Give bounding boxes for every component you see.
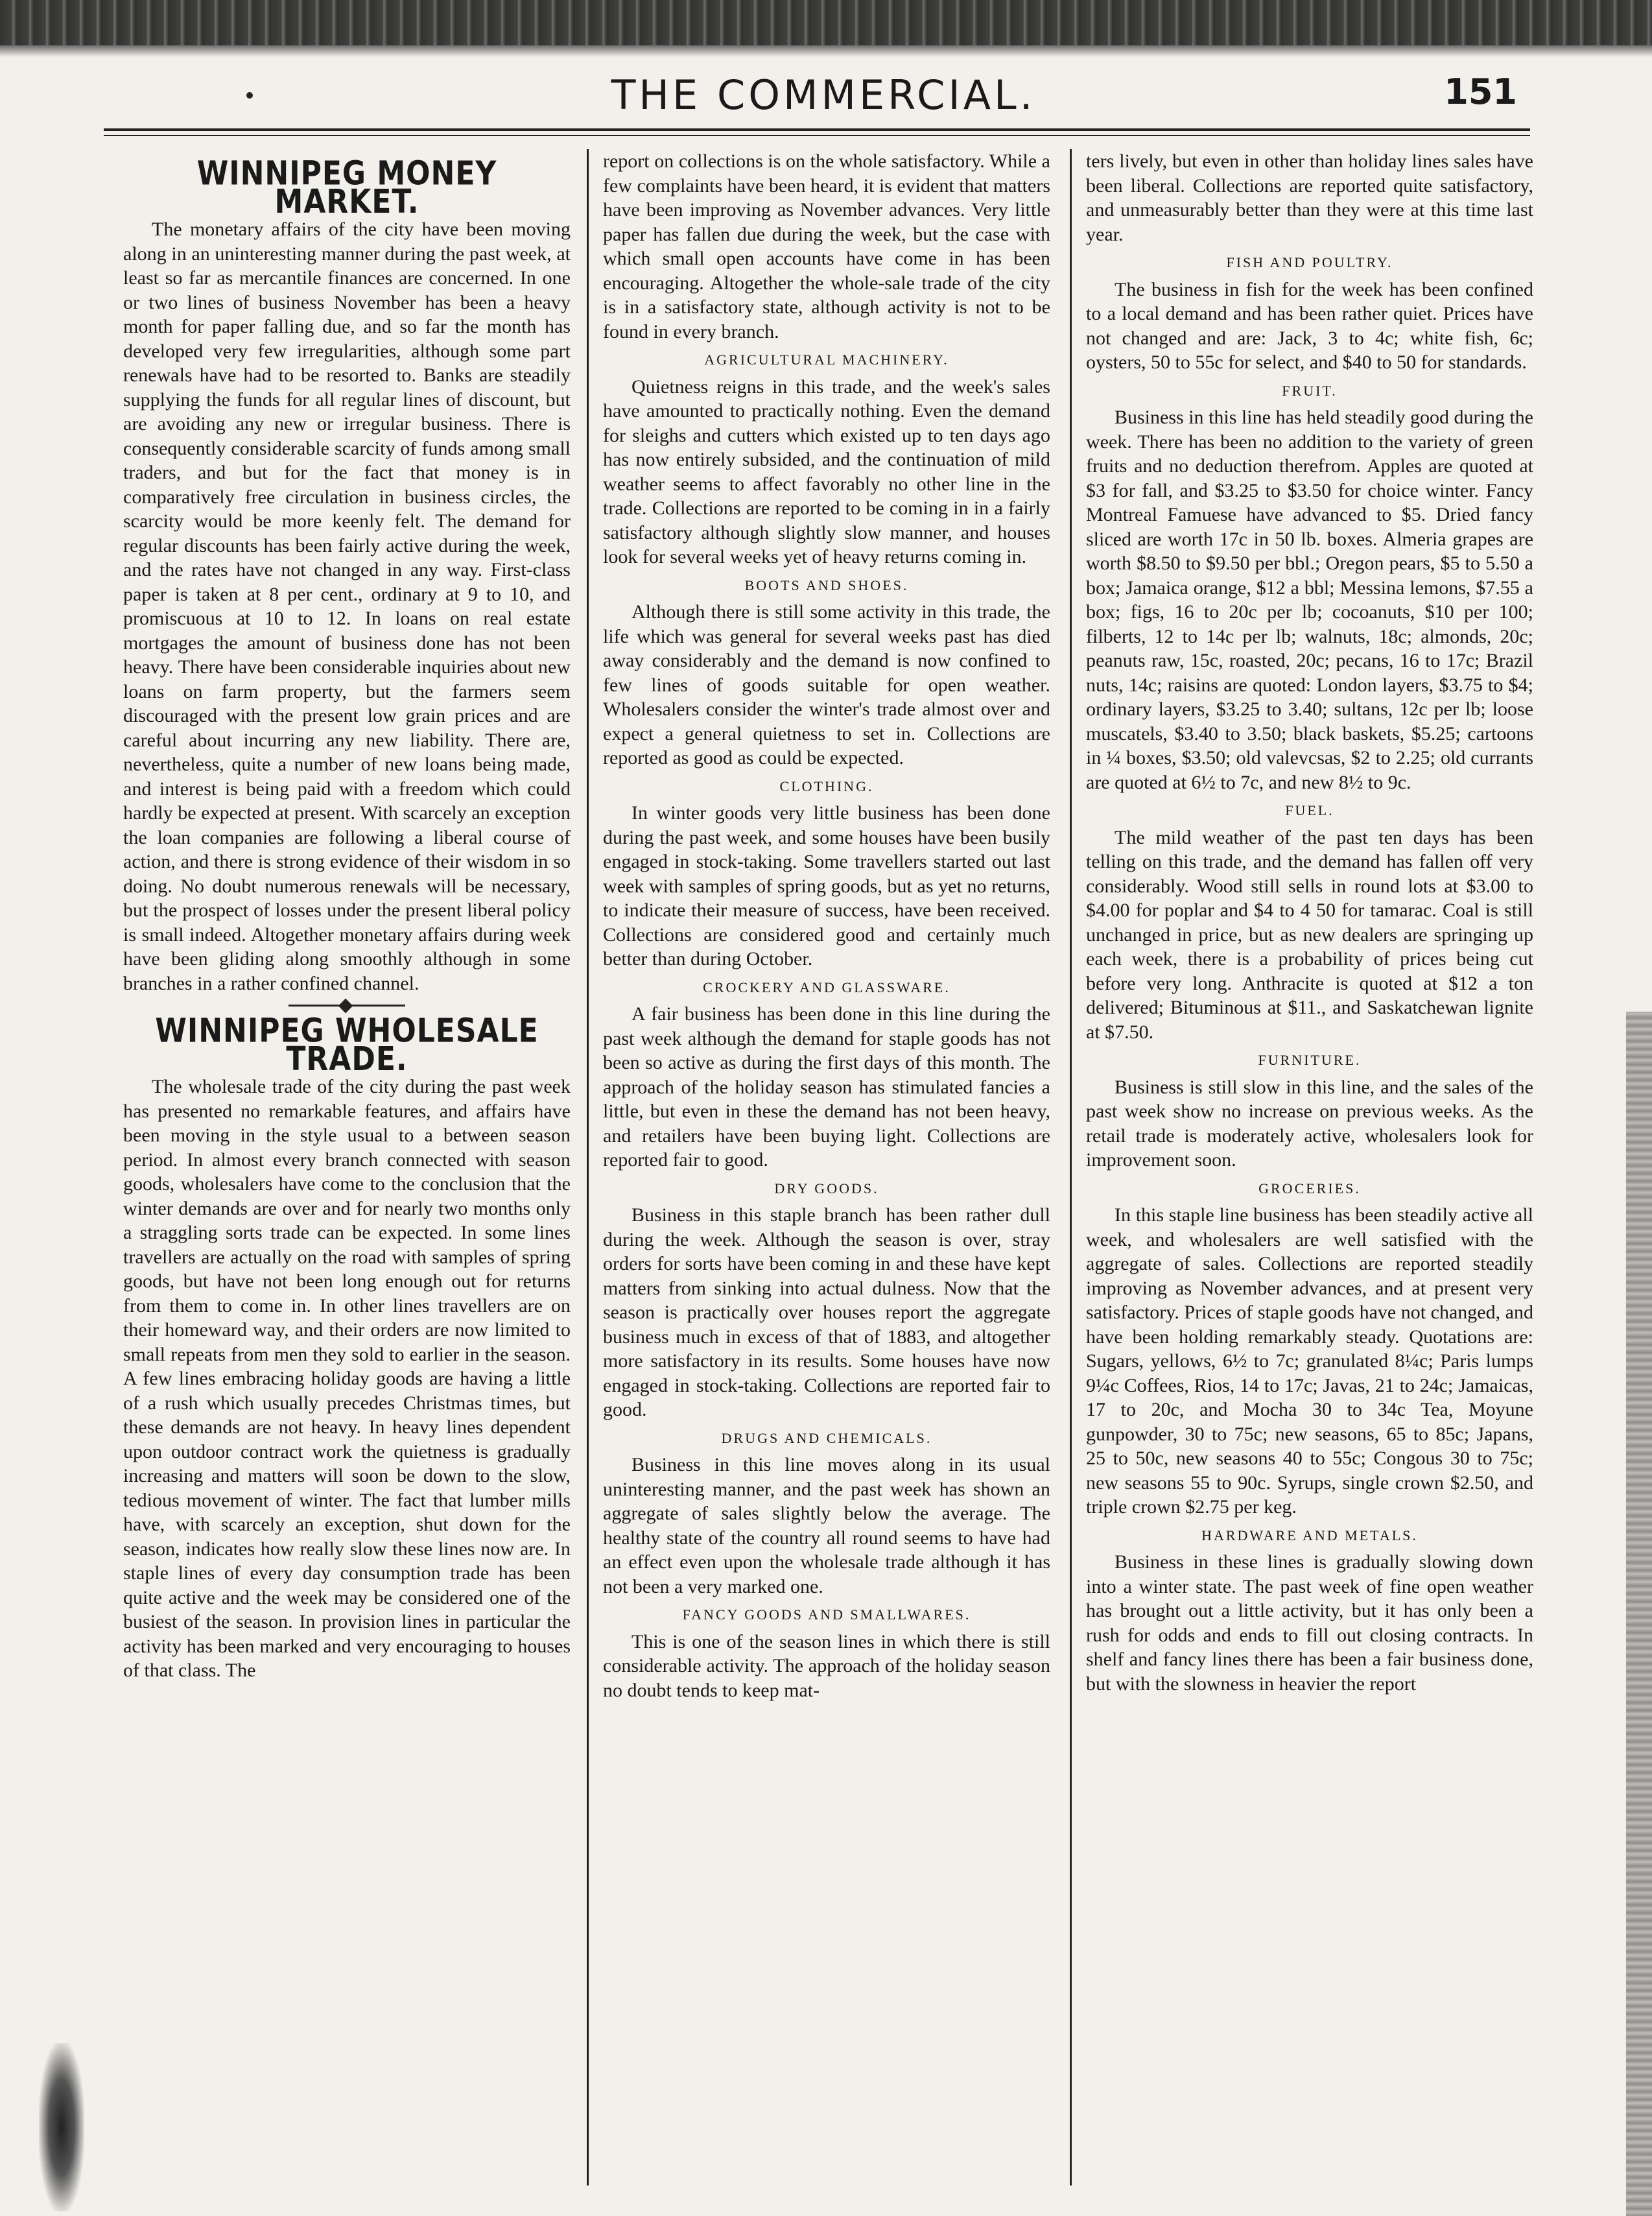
heading-groceries: GROCERIES. bbox=[1258, 1180, 1361, 1197]
paragraph-groceries: In this staple line business has been steadily active all week, and wholesalers are well satisfied with the aggregate of sales. Collections are reported steadily improving as November advances, and at present very satisfactory. Prices of staple goods have not changed, and have been holding remarkably steady. Quotations are: Sugars, yellows, 6½ to 7c; granulated 8¼c; Paris lumps 9¼c Coffees, Rios, 14 to 17c; Javas, 21 to 24c; Jamaicas, 17 to 20c, and Mocha 30 to 34c Tea, Moyune gunpowder, 30 to 75c; new seasons, 65 to 85c; Japans, 25 to 50c, new seasons 40 to 55c; Congous 30 to 75c; new seasons 55 to 90c. Syrups, single crown $2.50, and triple crown $2.75 per keg. bbox=[1086, 1204, 1533, 1518]
section-divider bbox=[289, 1005, 405, 1007]
header-rule-thin bbox=[104, 135, 1530, 136]
paragraph-fruit: Business in this line has held steadily good during the week. There has been no addition to the variety of green fruits and no deduction therefrom. Apples are quoted at $3 for fall, and $3.25 to $3.50 for choice winter. Fancy Montreal Famuese have advanced to $5. Dried fancy sliced are worth 17c in 50 lb. boxes. Almeria grapes are worth $8.50 to $9.50 per bbl.; Oregon pears, $5 to 5.50 a box; Jamaica orange, $12 a bbl; Messina lemons, $7.55 a box; figs, 16 to 20c per lb; cocoanuts, $10 per 100; filberts, 12 to 14c per lb; walnuts, 18c; almonds, 20c; peanuts raw, 15c, roasted, 20c; pecans, 16 to 17c; Brazil nuts, 14c; raisins are quoted: London layers, $3.75 to $4; ordinary layers, $3.25 to 3.40; sultans, 12c per lb; loose muscatels, $3.40 to 3.50; black baskets, $5.25; cartoons in ¼ boxes, $3.50; old valevcsas, $2 to 2.25; old currants are quoted at 6½ to 7c, and new 8½ to 9c. bbox=[1086, 407, 1533, 793]
heading-clothing: CLOTHING. bbox=[779, 778, 874, 794]
paragraph-clothing: In winter goods very little business has been done during the past week, and some houses have been busily engaged in stock-taking. Some travellers started out last week with samples of spring goods, but as yet no returns, to indicate their measure of success, have been received. Collections are considered good and certainly much better than during October. bbox=[603, 802, 1050, 970]
paragraph-hardware: Business in these lines is gradually slowing down into a winter state. The past week of fine open weather has brought out a little activity, but it has only been a rush for odds and ends to fill out closing contracts. In shelf and fancy lines there has been a fair business done, but with the slowness in heavier the report bbox=[1086, 1551, 1533, 1695]
paragraph-agricultural-machinery: Quietness reigns in this trade, and the week's sales have amounted to practically nothing. Even the demand for sleighs and cutters which existed up to ten days ago has now entirely subsided, and the continuation of mild weather seems to affect favorably no other line in the trade. Collections are reported to be coming in in a fairly satisfactory although slightly slow manner, and houses look for several weeks yet of heavy returns coming in. bbox=[603, 375, 1050, 567]
header-rule bbox=[104, 128, 1530, 131]
heading-agricultural-machinery: AGRICULTURAL MACHINERY. bbox=[704, 351, 949, 368]
paragraph-fancy-goods: This is one of the season lines in which there is still considerable activity. The approach of the holiday season no doubt tends to keep mat- bbox=[603, 1630, 1050, 1701]
paragraph-dry-goods: Business in this staple branch has been rather dull during the week. Although the season is over, stray orders for sorts have been coming in and these have kept matters from sinking into actual dulness. Now that the season is practically over houses report the aggregate business much in excess of that of 1883, and altogether more satisfactory in its results. Some houses have now engaged in stock-taking. Collections are reported fair to good. bbox=[603, 1204, 1050, 1420]
page-number: 151 bbox=[1444, 71, 1517, 112]
heading-money-market: WINNIPEG MONEY MARKET. bbox=[196, 154, 497, 221]
scan-edge-top bbox=[0, 0, 1652, 45]
paragraph-money-market: The monetary affairs of the city have been moving along in an uninteresting manner during the past week, at least so far as mercantile finances are concerned. In one or two lines of business November has been a heavy month for paper falling due, and so far the month has developed very few irregularities, although some part renewals have had to be resorted to. Banks are steadily supplying the funds for all regular lines of discount, but are avoiding any new or irregular business. There is consequently considerable scarcity of funds among small traders, and but for the fact that money is in comparatively free circulation in business circles, the scarcity would be more keenly felt. The demand for regular discounts has been fairly active during the week, and the rates have not changed in any way. First-class paper is taken at 8 per cent., ordinary at 9 to 10, and promiscuous at 10 to 12. In loans on real estate mortgages the amount of business done has not been heavy. There have been considerable inquiries about new loans on farm property, but the farmers seem discouraged with the present low grain prices and are careful about incurring any new liability. There are, nevertheless, quite a number of new loans being made, and interest is being paid with a freedom which could hardly be expected at present. With scarcely an exception the loan companies are following a liberal course of action, and there is strong evidence of their wisdom in so doing. No doubt numerous renewals will be necessary, but the prospect of losses under the present liberal policy is small indeed. Altogether monetary affairs during week have been gliding along smoothly although in some branches in a rather confined channel. bbox=[123, 219, 571, 994]
column-1 bbox=[123, 149, 571, 2186]
paragraph-furniture: Business is still slow in this line, and the sales of the past week show no increase on previous weeks. As the retail trade is moderately active, wholesalers look for improvement soon. bbox=[1086, 1076, 1533, 1171]
heading-fish-poultry: FISH AND POULTRY. bbox=[1226, 254, 1393, 270]
heading-fruit: FRUIT. bbox=[1282, 382, 1338, 399]
column-rule bbox=[587, 149, 589, 2186]
heading-furniture: FURNITURE. bbox=[1258, 1052, 1362, 1068]
page-title: THE COMMERCIAL. bbox=[611, 71, 1036, 119]
paragraph-boots-and-shoes: Although there is still some activity in this trade, the life which was general for several weeks past has died away considerably and the demand is now confined to few lines of goods suitable for open weather. Wholesalers consider the winter's trade almost over and expect a general quietness to set in. Collections are reported as good as could be expected. bbox=[603, 601, 1050, 768]
paragraph-wholesale-trade: The wholesale trade of the city during the past week has presented no remarkable features, and affairs have been moving in the style usual to a between season period. In almost every branch connected with season goods, wholesalers have come to the conclusion that the winter demands are over and for nearly two months only a straggling sorts trade can be expected. In some lines travellers are actually on the road with samples of spring goods, but have not been long enough out for returns from them to come in. In other lines travellers are on their homeward way, and their orders are now limited to small repeats from men they sold to earlier in the season. A few lines embracing holiday goods are having a little of a rush which usually precedes Christmas times, but these demands are not heavy. In heavy lines dependent upon outdoor contract work the quietness is gradually increasing and matters will soon be down to the slow, tedious movement of winter. The fact that lumber mills have, with scarcely an exception, shut down for the season, indicates how really slow these lines now are. In staple lines of every day consumption trade has been quite active and the week may be considered one of the busiest of the season. In provision lines in particular the activity has been marked and very encouraging to houses of that class. The bbox=[123, 1076, 571, 1681]
masthead bbox=[130, 65, 1517, 123]
heading-fuel: FUEL. bbox=[1285, 802, 1334, 818]
column-rule bbox=[1070, 149, 1072, 2186]
article-columns bbox=[123, 149, 1533, 2186]
paragraph-continued: ters lively, but even in other than holiday lines sales have been liberal. Collections are reported quite satisfactory, and unmeasurably better than they were at this time last year. bbox=[1086, 150, 1533, 245]
paragraph-continued: report on collections is on the whole satisfactory. While a few complaints have been heard, it is evident that matters have been improving as November advances. Very little paper has fallen due during the week, but the case with which small open accounts have come in has been encouraging. Altogether the whole-sale trade of the city is in a satisfactory state, although activity is not to be found in every branch. bbox=[603, 150, 1050, 342]
paragraph-drugs: Business in this line moves along in its usual uninteresting manner, and the past week has shown an aggregate of sales slightly below the average. The healthy state of the country all round seems to have had an effect even upon the wholesale trade although it has not been a very marked one. bbox=[603, 1454, 1050, 1597]
column-3 bbox=[1086, 149, 1533, 2186]
heading-hardware: HARDWARE AND METALS. bbox=[1201, 1527, 1418, 1543]
heading-boots-and-shoes: BOOTS AND SHOES. bbox=[744, 577, 909, 593]
heading-crockery: CROCKERY AND GLASSWARE. bbox=[703, 979, 950, 995]
column-2 bbox=[603, 149, 1050, 2186]
heading-drugs: DRUGS AND CHEMICALS. bbox=[721, 1429, 932, 1446]
scan-blot-left bbox=[39, 2043, 84, 2211]
heading-wholesale-trade: WINNIPEG WHOLESALE TRADE. bbox=[155, 1012, 539, 1078]
heading-fancy-goods: FANCY GOODS AND SMALLWARES. bbox=[682, 1606, 971, 1623]
paragraph-fuel: The mild weather of the past ten days has been telling on this trade, and the demand has fallen off very considerably. Wood still sells in round lots at $3.00 to $4.00 for poplar and $4 to 4 50 for tamarac. Coal is still unchanged in price, but as new dealers are springing up each week, there is a probability of prices being cut before very long. Anthracite is quoted at $12 a ton delivered; Bituminous at $11., and Saskatchewan lignite at $7.50. bbox=[1086, 826, 1533, 1043]
heading-dry-goods: DRY GOODS. bbox=[774, 1180, 879, 1197]
paragraph-fish-poultry: The business in fish for the week has been confined to a local demand and has been rather quiet. Prices have not changed and are: Jack, 3 to 4c; white fish, 6c; oysters, 50 to 55c for select, and $40 to 50 for standards. bbox=[1086, 278, 1533, 373]
scan-edge-right bbox=[1626, 1012, 1652, 2216]
paragraph-crockery: A fair business has been done in this line during the past week although the demand for staple goods has not been so active as during the first days of this month. The approach of the holiday season has stimulated fancies a little, but even in these the demand has not been heavy, and retailers have been buying light. Collections are reported fair to good. bbox=[603, 1003, 1050, 1171]
